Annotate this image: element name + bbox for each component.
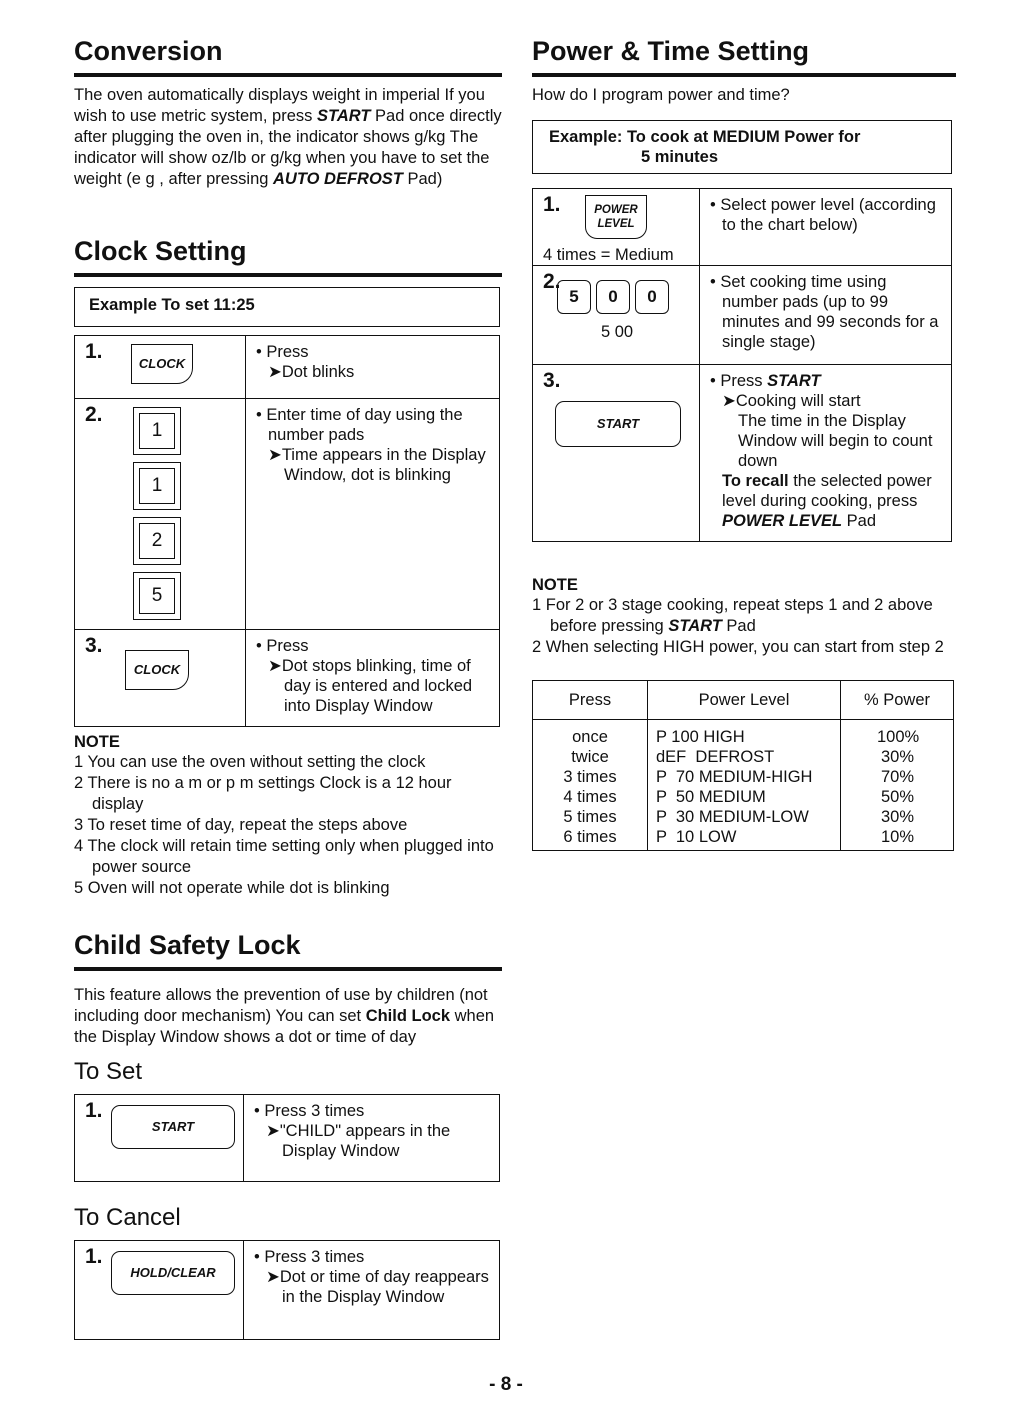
clock-step-2-visual (75, 399, 246, 630)
step-bullet: • Set cooking time using number pads (up to 99 minutes and 99 seconds for a single stage) (710, 273, 939, 351)
cell-press: 4 times (533, 787, 648, 807)
step-bullet: • Press (256, 343, 309, 361)
step-caption: 4 times = Medium (543, 246, 674, 264)
number-pad-0[interactable]: 0 (596, 280, 630, 314)
power-level-table (532, 680, 954, 851)
to-set-visual (75, 1095, 244, 1182)
clock-steps-table (74, 335, 500, 727)
bullet-prefix: • Press (710, 372, 768, 390)
cell-percent: 100% (841, 720, 954, 748)
number-pad-1[interactable] (133, 462, 181, 510)
step-bullet: • Enter time of day using the number pads (256, 406, 463, 444)
recall-text (710, 471, 941, 531)
example-line-1: Example: To cook at MEDIUM Power for (549, 128, 861, 146)
step-number: 2. (543, 270, 561, 293)
step-bullet: • Press 3 times (254, 1102, 365, 1120)
to-set-heading: To Set (74, 1058, 143, 1085)
power-step-2 (533, 266, 952, 365)
recall-body: the selected power level during cooking, press (722, 472, 932, 510)
step-bullet: • Select power level (according to the chart below) (710, 196, 936, 234)
number-pad-label: 1 (139, 468, 175, 504)
clock-title: Clock Setting (74, 236, 502, 277)
cell-percent: 30% (841, 807, 954, 827)
cell-percent: 70% (841, 767, 954, 787)
number-pad-1[interactable] (133, 407, 181, 455)
cell-press: 5 times (533, 807, 648, 827)
cell-percent: 10% (841, 827, 954, 851)
clock-step-2 (75, 399, 500, 630)
step-number: 3. (543, 369, 561, 392)
power-example (532, 120, 952, 174)
power-level-pad[interactable] (585, 195, 647, 239)
number-pad-label: 2 (139, 523, 175, 559)
note-list (532, 595, 956, 658)
cell-press: 6 times (533, 827, 648, 851)
header-power-level: Power Level (648, 681, 841, 720)
example-line-2: 5 minutes (641, 148, 719, 166)
power-step-2-visual (533, 266, 700, 365)
number-pad-label: 5 (139, 578, 175, 614)
child-text-1: This feature allows the prevention of use by children (not including door mechanism) You can set (74, 986, 488, 1025)
note-item: 4 The clock will retain time setting only when plugged into power source (74, 837, 494, 876)
clock-step-1-visual (75, 336, 246, 399)
hold-clear-pad[interactable]: HOLD/CLEAR (111, 1251, 235, 1295)
power-title: Power & Time Setting (532, 36, 956, 77)
note-item: 2 There is no a m or p m settings Clock is a 12 hour display (74, 774, 452, 813)
conversion-text-2: Pad once directly after plugging the oven in, the indicator shows g/kg The indicator will show oz/lb or g/kg when you have to set the weight (e g , after pressing (74, 107, 502, 188)
power-table-row (533, 747, 954, 767)
power-table-header (533, 681, 954, 720)
clock-pad[interactable]: CLOCK (125, 650, 189, 690)
note-item: 2 When selecting HIGH power, you can start from step 2 (532, 638, 944, 656)
power-table-row (533, 827, 954, 851)
step-result: ➤Dot stops blinking, time of day is entered and locked into Display Window (268, 657, 473, 715)
power-question: How do I program power and time? (532, 86, 790, 104)
step-caption: 5 00 (601, 323, 634, 341)
clock-step-3 (75, 630, 500, 727)
power-section (532, 36, 956, 851)
power-table-row (533, 807, 954, 827)
cell-press: twice (533, 747, 648, 767)
cell-power-level: P 30 MEDIUM-LOW (648, 807, 841, 827)
header-press: Press (533, 681, 648, 720)
number-pad-5[interactable] (133, 572, 181, 620)
power-table-row (533, 767, 954, 787)
to-cancel-step (75, 1241, 500, 1340)
child-lock-section (74, 930, 502, 1340)
step-bullet: • Press 3 times (254, 1248, 365, 1266)
clock-notes (74, 733, 502, 899)
to-cancel-table (74, 1240, 500, 1340)
power-step-3-visual (533, 365, 700, 542)
cell-power-level: dEF DEFROST (648, 747, 841, 767)
note-1-end: Pad (721, 617, 756, 635)
step-result: ➤Dot blinks (268, 363, 355, 381)
step-result-detail: The time in the Display Window will begin to count down (738, 412, 933, 470)
cell-percent: 50% (841, 787, 954, 807)
power-notes (532, 576, 956, 658)
child-lock-word: Child Lock (365, 1007, 451, 1025)
step-number: 1. (85, 1245, 103, 1268)
note-1-text: 1 For 2 or 3 stage cooking, repeat steps 1 and 2 above before pressing (532, 596, 933, 635)
clock-step-3-instructions (246, 630, 500, 727)
recall-bold: To recall (722, 472, 789, 490)
power-step-1-instructions (700, 189, 952, 266)
conversion-section (74, 36, 502, 190)
number-pad-label: 1 (139, 413, 175, 449)
power-table-row (533, 720, 954, 748)
note-item: 5 Oven will not operate while dot is blinking (74, 879, 390, 897)
start-word: START (767, 372, 821, 390)
recall-end: Pad (842, 512, 877, 530)
power-step-1 (533, 189, 952, 266)
note-list (74, 752, 502, 899)
power-step-1-visual (533, 189, 700, 266)
conversion-text (74, 85, 502, 190)
child-lock-title: Child Safety Lock (74, 930, 502, 971)
clock-step-1-instructions (246, 336, 500, 399)
cell-power-level: P 70 MEDIUM-HIGH (648, 767, 841, 787)
cell-percent: 30% (841, 747, 954, 767)
cell-power-level: P 100 HIGH (648, 720, 841, 748)
start-word: START (316, 107, 371, 125)
to-cancel-visual (75, 1241, 244, 1340)
step-result: ➤"CHILD" appears in the Display Window (266, 1122, 451, 1160)
to-set-step (75, 1095, 500, 1182)
clock-step-1 (75, 336, 500, 399)
step-number: 1. (85, 340, 103, 363)
cell-power-level: P 10 LOW (648, 827, 841, 851)
note-item: 3 To reset time of day, repeat the steps above (74, 816, 408, 834)
step-bullet: • Press (256, 637, 309, 655)
number-pad-5[interactable]: 5 (557, 280, 591, 314)
step-result: ➤Time appears in the Display Window, dot is blinking (268, 446, 486, 484)
note-title: NOTE (74, 733, 120, 751)
conversion-text-1: The oven automatically displays weight in imperial If you wish to use metric system, press (74, 86, 485, 125)
clock-section (74, 236, 502, 899)
header-percent: % Power (841, 681, 954, 720)
cell-power-level: P 50 MEDIUM (648, 787, 841, 807)
auto-defrost-word: AUTO DEFROST (273, 170, 403, 188)
power-level-word: POWER LEVEL (722, 512, 843, 530)
conversion-title: Conversion (74, 36, 502, 77)
to-set-instructions (244, 1095, 500, 1182)
pad-label-line-2: LEVEL (597, 218, 635, 230)
to-cancel-instructions (244, 1241, 500, 1340)
step-number: 2. (85, 403, 103, 426)
step-number: 3. (85, 634, 103, 657)
note-item: 1 You can use the oven without setting the clock (74, 753, 426, 771)
note-title: NOTE (532, 576, 578, 594)
step-number: 1. (85, 1099, 103, 1122)
step-result: ➤Dot or time of day reappears in the Display Window (266, 1268, 489, 1306)
clock-example: Example To set 11:25 (74, 287, 500, 327)
clock-step-3-visual (75, 630, 246, 727)
number-pad-0[interactable]: 0 (635, 280, 669, 314)
start-pad[interactable]: START (111, 1105, 235, 1149)
start-word: START (668, 617, 722, 635)
to-cancel-heading: To Cancel (74, 1204, 181, 1231)
child-text-2: when the Display Window shows a dot or time of day (74, 1007, 495, 1046)
clock-pad[interactable]: CLOCK (131, 344, 193, 384)
child-lock-text (74, 985, 502, 1048)
clock-step-2-instructions (246, 399, 500, 630)
cell-press: once (533, 720, 648, 748)
to-set-table (74, 1094, 500, 1182)
step-bullet (710, 371, 941, 391)
power-table-row (533, 787, 954, 807)
step-number: 1. (543, 193, 561, 216)
power-step-3 (533, 365, 952, 542)
digit-pads (557, 280, 674, 314)
note-item (532, 595, 956, 637)
step-result: ➤Cooking will start (722, 392, 861, 410)
conversion-text-3: Pad) (402, 170, 443, 188)
pad-label-line-1: POWER (594, 204, 638, 216)
cell-press: 3 times (533, 767, 648, 787)
power-step-3-instructions (700, 365, 952, 542)
power-step-2-instructions (700, 266, 952, 365)
start-pad[interactable]: START (555, 401, 681, 447)
number-pad-2[interactable] (133, 517, 181, 565)
page-number: - 8 - (489, 1374, 523, 1395)
power-steps-table (532, 188, 952, 542)
